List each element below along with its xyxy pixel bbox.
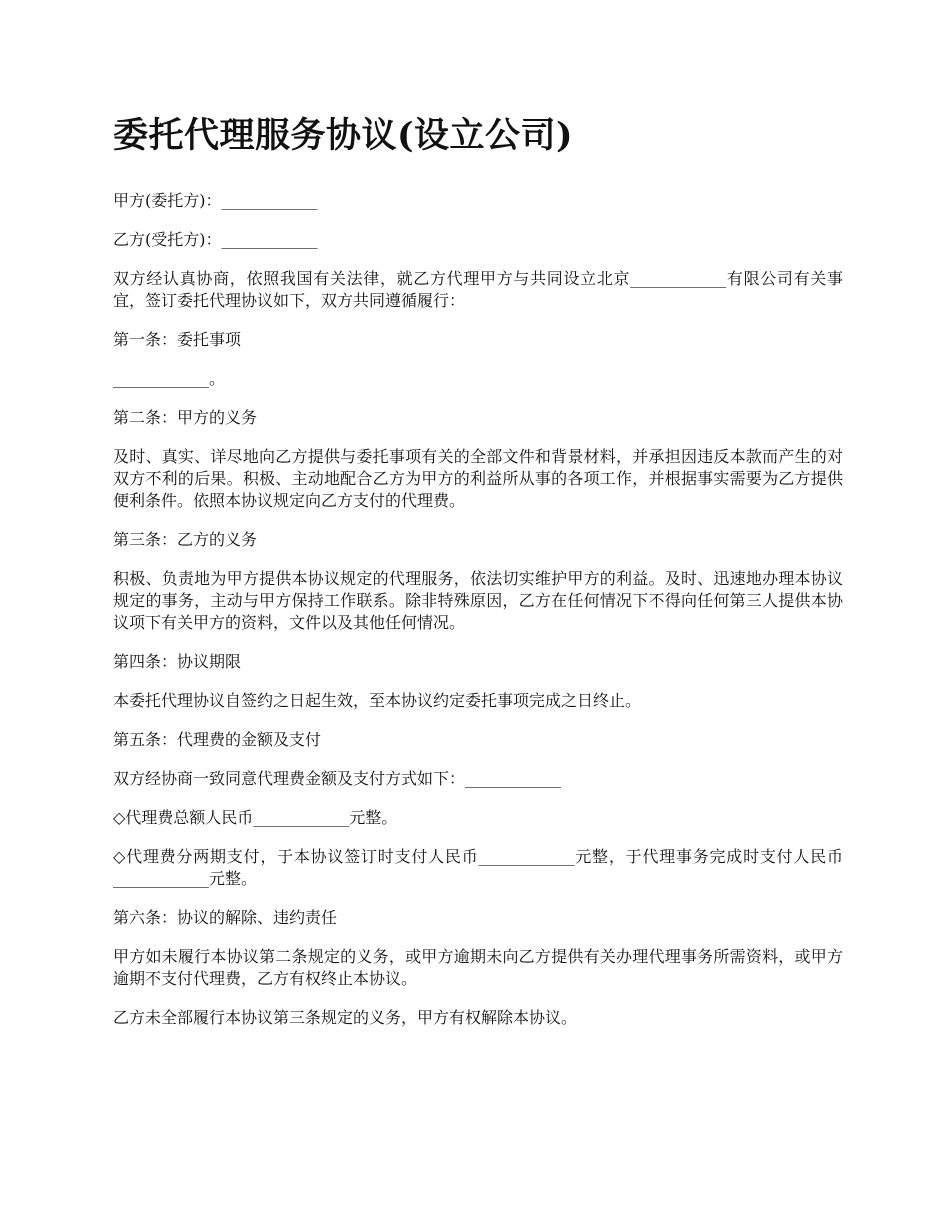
- fee-total-item: ◇代理费总额人民币____________元整。: [113, 808, 398, 827]
- article-6-heading: 第六条：协议的解除、违约责任: [113, 908, 338, 927]
- article-5-heading: 第五条：代理费的金额及支付: [113, 730, 322, 749]
- article-3-heading: 第三条：乙方的义务: [113, 530, 258, 549]
- article-5-body: 双方经协商一致同意代理费金额及支付方式如下：____________: [113, 769, 562, 788]
- document-page: [113, 112, 843, 1046]
- document-body: [113, 190, 843, 1029]
- party-a-line: 甲方(委托方)：____________: [113, 191, 318, 210]
- article-3-body: 积极、负责地为甲方提供本协议规定的代理服务，依法切实维护甲方的利益。及时、迅速地办理本协议规定的事务，主动与甲方保持工作联系。除非特殊原因，乙方在任何情况下不得向任何第三人提供本协议项下有关甲方的资料，文件以及其他任何情况。: [113, 569, 843, 632]
- article-6-body-1: 甲方如未履行本协议第二条规定的义务，或甲方逾期未向乙方提供有关办理代理事务所需资料，或甲方逾期不支付代理费，乙方有权终止本协议。: [113, 947, 843, 988]
- document-title: 委托代理服务协议(设立公司): [113, 115, 574, 156]
- article-1-body: ____________。: [113, 369, 226, 388]
- article-6-body-2: 乙方未全部履行本协议第三条规定的义务，甲方有权解除本协议。: [113, 1008, 578, 1027]
- party-b-line: 乙方(受托方)：____________: [113, 230, 318, 249]
- fee-installment-item: ◇代理费分两期支付，于本协议签订时支付人民币____________元整，于代理事务完成时支付人民币____________元整。: [113, 847, 843, 888]
- article-2-heading: 第二条：甲方的义务: [113, 408, 258, 427]
- article-4-body: 本委托代理协议自签约之日起生效，至本协议约定委托事项完成之日终止。: [113, 691, 642, 710]
- article-1-heading: 第一条：委托事项: [113, 330, 242, 349]
- preamble-paragraph: 双方经认真协商，依照我国有关法律，就乙方代理甲方与共同设立北京____________有限公司有关事宜，签订委托代理协议如下，双方共同遵循履行：: [113, 269, 843, 310]
- article-2-body: 及时、真实、详尽地向乙方提供与委托事项有关的全部文件和背景材料，并承担因违反本款而产生的对双方不利的后果。积极、主动地配合乙方为甲方的利益所从事的各项工作，并根据事实需要为乙方提供便利条件。依照本协议规定向乙方支付的代理费。: [113, 447, 843, 510]
- article-4-heading: 第四条：协议期限: [113, 652, 242, 671]
